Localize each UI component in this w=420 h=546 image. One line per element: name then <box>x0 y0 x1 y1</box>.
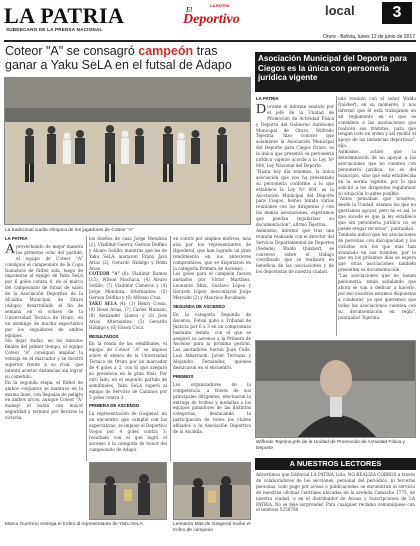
main-story-col2 <box>89 236 167 458</box>
supplement-logo <box>180 4 240 34</box>
col2-head-yaku: YAKU SELA <box>89 300 118 306</box>
main-story-col2-text5: La representación de Gasperal, en un encuentro que cumplió con las expectativas, se impuso al Deportivo Viejos por 4 goles contra 3, resultado con el que logró el ascenso a la categoría de honor del campeonato de Adapo. <box>89 411 167 452</box>
trophy-photo-1 <box>89 462 167 520</box>
main-story-col3-text2: Los goles para el campeón fueron anotados por Víctor Martínez, Leonardo Mita, Gustavo López y Gerardo López; descontaron Jorge Mercado (2) y Mauricio Rocabado. <box>173 271 251 301</box>
trophy-photo-2-caption: Leonardo Mita de Gasperal recibe el trofeo de campeón <box>173 522 251 533</box>
masthead-rule <box>4 40 416 42</box>
main-story-col1-text2: Sin dejar dudas, en los minutos finales del primer tiempo, el equipo Coteor "A" consiguió ampliar la ventaja en el marcador y se mostró superior frente a su rival, que intentó acortar distancias sin lograr su cometido. <box>5 338 83 379</box>
main-story-col3-text3: En la categoría Segunda de Ascenso, Fetsal ganó a Tribunal de Justicia por 6 a 3 en un compromiso bastante reñido, con el que se aseguró su ascenso a la Primera de Ascenso para la próxima gestión. Los anotadores fueron Juan Calle, Luis Albarracín, Javier Terrazas y Alejandro Fernández, quienes destacaron en el encuentro. <box>173 311 251 371</box>
main-story-col2-text3: (4): (1) Henry Cossa, (9) Rossi Arias, (7) Carlos Mamani, (8) Alexander Llanos y (3) Jose Arias. Alternantes: (5) Gerardo Hidalgo y (6) Edson Coca. <box>89 300 167 330</box>
team-celebration-image <box>5 78 251 225</box>
trophy-photo-2 <box>173 462 251 520</box>
official-photo-caption: Wilfredo Tejerina jefe de la Unidad de Promoción de Actividad Física y Deporte <box>256 440 405 451</box>
side-story-col1-text3: Asimismo, informó que tras una reunión realizada con el director del Servicio Departamental de Deportes (Sedede), Waldo Quisbert, se conversó sobre el trabajo coordinado que se realizará en beneficio de las asociaciones y de los deportistas de nuestra ciudad. <box>256 227 334 275</box>
supplement-small-label: LA PATRIA <box>210 4 230 8</box>
newspaper-title: LA PATRIA <box>4 3 125 28</box>
trophy-handover-image <box>90 463 167 520</box>
side-story-col1 <box>256 96 334 338</box>
headline-highlight: campeón <box>138 44 194 58</box>
main-story-col2-text4: En la ronda de las semifinales, el equipo de Coteor "A" se impuso sobre el elenco de la Universidad Técnica de Oruro por un marcador de 4 goles a 2, con lo que aseguró su presencia en la gran final. Por otro lado, en el segundo partido de semifinales, Yaku SeLA superó al equipo de Servicio de Caminos por 5 goles contra 3. <box>89 341 167 400</box>
side-story-col2-text3: "Antes pensaban que nosotros, desde la Unidad, éramos los que no queríamos apoyar, pero no es así, lo que sucede es que la ley establece que sin personería jurídica no se puede erogar recursos", puntualizó. <box>338 196 416 231</box>
section-label: local <box>325 3 355 18</box>
supplement-prefix: El <box>186 6 193 14</box>
champion-trophy-image <box>174 463 251 520</box>
col2-head-coteor: COTEOR "A" <box>89 271 120 277</box>
col2-head-resultados: RESULTADOS <box>89 333 119 339</box>
supplement-name: Deportivo <box>183 12 240 27</box>
side-story-col1-text: urante el informe emitido por el jefe de la Unidad de Promoción de Actividad Física y Deporte del Gobierno Autónomo Municipal de Oruro, Wilfredo Tejerina, hizo conocer que solamente la Asociación Municipal del Deporte para Ciegos Oruro, es la única que presentó su personería jurídica vigente acorde a la Ley Nº 804, Ley Nacional del Deporte. <box>256 103 334 168</box>
main-headline <box>5 44 251 72</box>
main-story-col1 <box>5 236 83 508</box>
headline-part2: tras ganar a Yaku SeLA en el futsal de Adapo <box>5 44 232 72</box>
main-story-col1-text: provechando de mejor manera las primeras ocho del partido, el equipo de Coteor "A" consiguió el campeonato de la Copa Ganadora de fútbol sala, luego de imponerse al equipo de Yaku SeLA por 6 goles contra 4, en el marco del campeonato de futsal de salón de la Asociación Deportiva de la Alcaldía Municipal de Oruro (Adapo) desarrollado el fin de semana en el coliseo de la Universidad Técnica de Oruro, en un domingo de mucha expectativa por los seguidores de ambos equipos. <box>5 243 83 338</box>
main-photo <box>4 77 251 225</box>
headline-part1: Coteor "A" se consagró <box>5 44 139 58</box>
notice-title: A NUESTROS LECTORES <box>255 458 416 470</box>
main-story-dropcap: A <box>5 241 16 257</box>
official-portrait-image <box>256 341 416 438</box>
main-story-col3-text4: Los organizadores de la competencia, a través de sus principales dirigentes, efectuaron la entrega de trofeos y medallas a los equipos ganadores de las distintas categorías, destacando la participación de todos los clubes afiliados a la Asociación Deportiva de la Alcaldía. <box>173 381 251 435</box>
side-story-col2-text4: También indicó que los asociaciones de personas con discapacidad y los ciclistas son los que más han avanzado en sus trámites, por lo que en los próximos días se espera que otras asociaciones también presenten su documentación. <box>338 231 416 273</box>
side-story-col2-text5: "Las asociaciones que no tienen personería, están señalando que ahora se van a dedicar a hacerlo, por eso nosotros estamos dispuestos a colaborar, ya que queremos que todas las asociaciones cuenten con su documentación en regla", puntualizó Tejerina. <box>338 273 416 320</box>
side-story-col2-text: una reunión con el señor Waldo Quisbert, en su momento, y nos informó que él está trabajando en un reglamento en el que se considera a las asociaciones que realicen sus trámites, para que tengan todo en orden y así recibir el apoyo de las instancias deportivas", dijo. <box>338 96 416 149</box>
main-story-col3 <box>173 236 251 458</box>
side-story-byline: LA PATRIA <box>256 96 279 101</box>
main-story-col2-text2: (8): Vladimir Ramos (13), Wilson Machaca, (4) Álvaro Sotillo, (7) Vladimir Cisneros y (4) Jorge Mendoza. Alternantes: (5) Gerson Delfino y (6) Alfonso Cruz. <box>89 271 167 301</box>
newspaper-subtitle: SUBDECANO DE LA PRENSA NACIONAL <box>6 27 103 32</box>
side-story-col1-text2: "Hasta hoy día tenemos, la única asociación que nos ha presentado su personería conforme a lo que establece la Ley Nº 804, es la Asociación Municipal del Deporte para Ciegos, hemos tenido varias reuniones con los dirigentes y con las demás asociaciones, esperamos que puedan regularizar su documentación", afirmó Tejerina. <box>256 168 334 228</box>
main-story-col1-text3: En la segunda etapa, el fútbol de ambos conjuntos se mantuvo en la misma línea, con llegadas de peligro en ambos arcos, aunque Coteor "A" manejó el balón con mayor seguridad y terminó por llevarse la victoria. <box>5 379 83 421</box>
col2-head-primera: PRIMERA DE ASCENSO <box>89 403 140 409</box>
main-story-col2-text: los dueños de casa Jorge Mendoza (2), Vladimir Guerra, Gerson Delfino y Álvaro Sotillo; mientras que los de Yaku SeLA anotaron Franz Jaro Arias (2), Gerardo Hidalgo y Remi Arias. <box>89 236 167 271</box>
col3-head-premios: PREMIOS <box>173 373 194 379</box>
main-story-byline: LA PATRIA <box>5 236 28 241</box>
notice-body: Advertimos que Editorial LA PATRIA Ltda. NO REALIZA COBROS a través de colaboradores de las secciones, personal del periódico, ni terceras personas, todo pago por avisos o publicaciones se encuentran al servicio de nuestras oficinas centrales ubicadas en la avenida Camacho 1775, de nuestra ciudad, o en el distribuidor de Avisos y Suscripciones de LA PATRIA. No se deje sorprender. Para cualquier reclamo comuníquese con el teléfono 5250780 <box>256 472 415 513</box>
page-number: 3 <box>382 2 412 24</box>
main-story-col3-text: en contra por amplios motivos, más aún por los representantes de Hipoderol, que han logrado un gran rendimiento en los anteriores compromisos, que se disputaron en la categoría Primera de Ascenso. <box>173 236 251 271</box>
col3-head-segunda: SEGUNDA DE ASCENSO <box>173 303 225 309</box>
side-story-dropcap: D <box>256 101 267 117</box>
dateline: Oruro - Bolivia, lunes 12 de junio de 2017 <box>322 34 415 40</box>
side-story-col2-text2: Asimismo, aclaró que la determinación de no apoyar a las asociaciones que no cuenten con personería jurídica, no es del municipio, sino que está establecida en la norma vigente, por lo que solicitó a los dirigentes regularizar su situación lo antes posible. <box>338 149 416 196</box>
official-photo <box>255 340 416 438</box>
side-story-col2 <box>338 96 416 338</box>
side-story-headline: Asociación Municipal del Deporte para Ciegos es la única con personería jurídica vigente <box>255 52 416 92</box>
trophy-photo-1-caption: Marco Guerrero entrega el trofeo al representante de Yaku SeLA <box>5 522 143 527</box>
main-photo-caption: La tradicional vuelta olímpica de los jugadores de Coteor "A" <box>5 228 134 233</box>
